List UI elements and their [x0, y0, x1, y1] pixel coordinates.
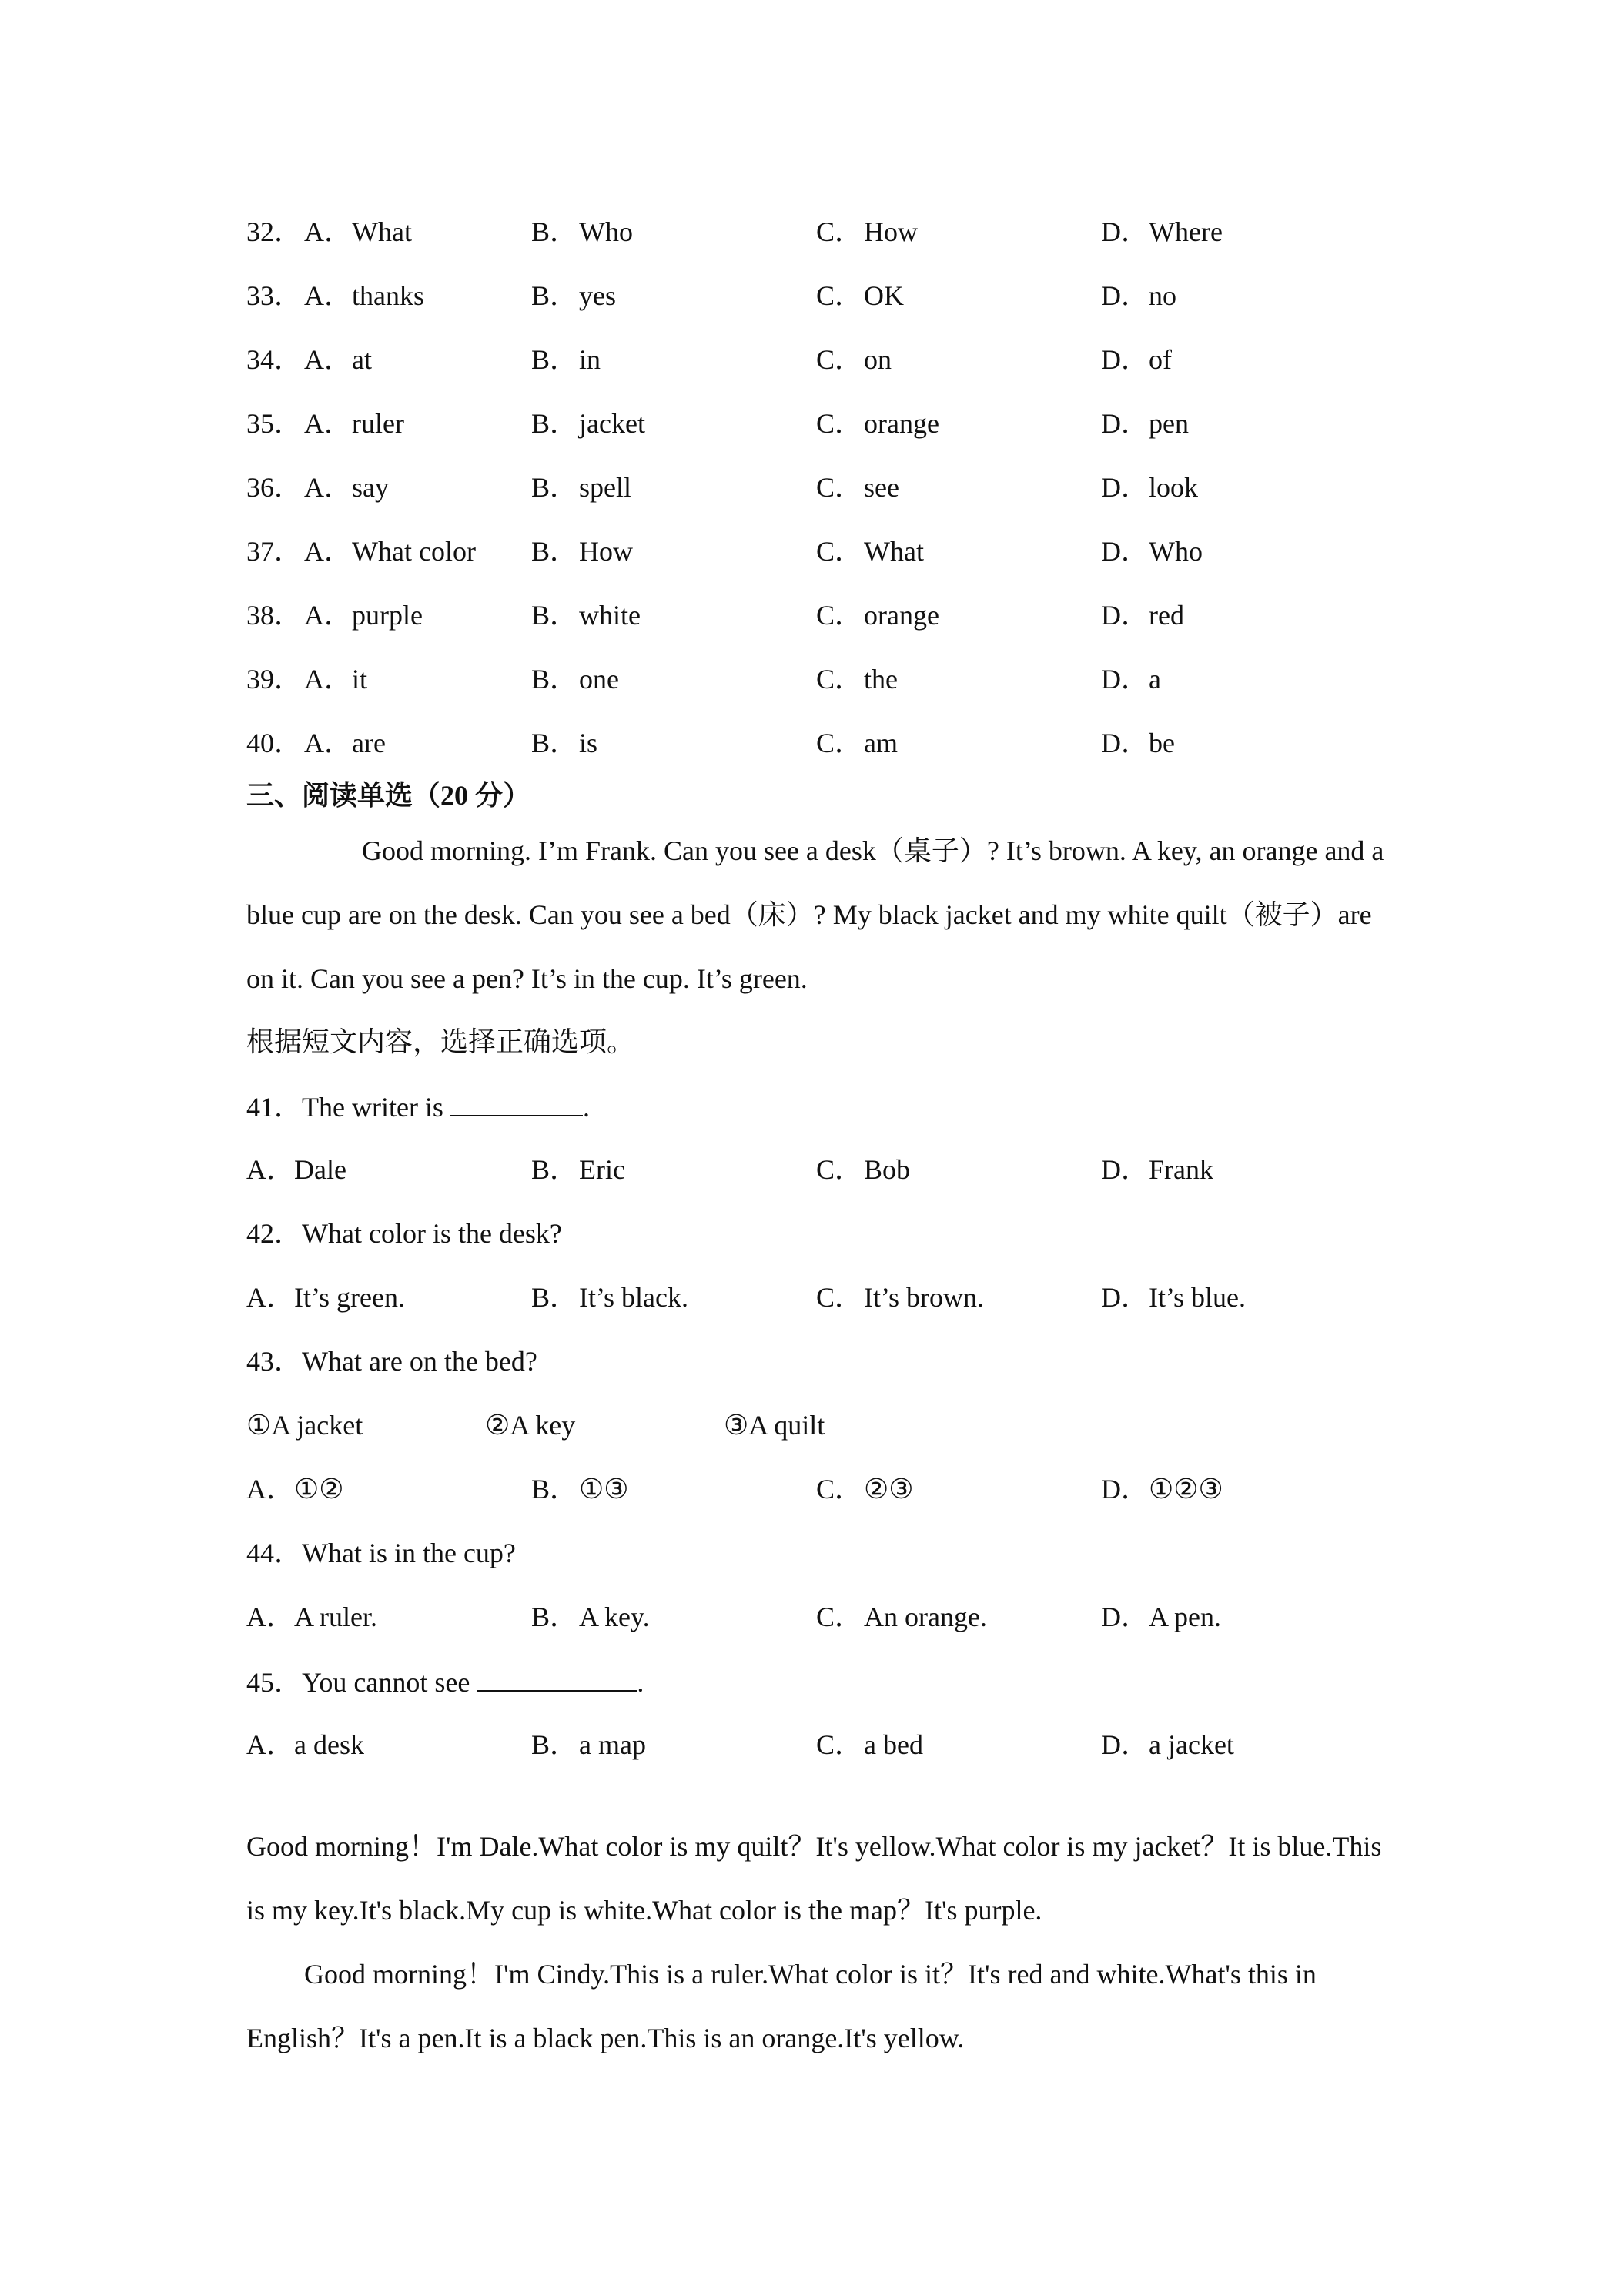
- option-row: [246, 338, 1401, 381]
- option-label: B．: [531, 1602, 578, 1632]
- option-label: B．: [531, 600, 578, 631]
- option-label: A．: [246, 1154, 294, 1185]
- option-d: a: [1149, 664, 1161, 694]
- option-label: B．: [531, 1474, 578, 1504]
- question-number: 38．: [246, 600, 303, 631]
- option-c: on: [864, 344, 892, 375]
- option-label: D．: [1101, 280, 1149, 311]
- option-label: B．: [531, 664, 578, 694]
- option-a: A ruler.: [294, 1602, 377, 1632]
- question-number: 35．: [246, 408, 303, 439]
- option-b: in: [579, 344, 601, 375]
- option-a: thanks: [352, 280, 424, 311]
- option-label: D．: [1101, 216, 1149, 247]
- option-b: a map: [579, 1729, 646, 1760]
- option-c: An orange.: [864, 1602, 987, 1632]
- option-b: ①③: [579, 1474, 629, 1504]
- section-heading: 三、阅读单选（20 分）: [246, 780, 531, 811]
- option-label: D．: [1101, 728, 1149, 758]
- option-d: look: [1149, 472, 1199, 503]
- numbered-item: ②A key: [485, 1410, 576, 1441]
- option-b: spell: [579, 472, 631, 503]
- option-c: OK: [864, 280, 904, 311]
- option-label: A．: [304, 280, 352, 311]
- reading-passage-2-cindy: Good morning！I'm Cindy.This is a ruler.What color is it？It's red and white.What's this in English？It's a pen.It is a black pen.This is an orange.It's yellow.: [246, 1959, 1317, 2053]
- option-label: A．: [246, 1282, 294, 1313]
- option-a: at: [352, 344, 372, 375]
- option-row: [246, 274, 1401, 317]
- option-c: a bed: [864, 1729, 923, 1760]
- option-label: B．: [531, 408, 578, 439]
- option-a: ①②: [294, 1474, 344, 1504]
- option-row: [246, 466, 1401, 509]
- option-c: orange: [864, 600, 939, 631]
- option-label: A．: [304, 344, 352, 375]
- option-label: D．: [1101, 1729, 1149, 1760]
- option-b: It’s black.: [579, 1282, 688, 1313]
- option-label: D．: [1101, 408, 1149, 439]
- option-a: say: [352, 472, 389, 503]
- reading-passage: Good morning. I’m Frank. Can you see a desk（桌子）? It’s brown. A key, an orange and a blue cup are on the desk. Can you see a bed（床）? My black jacket and my white quilt（被子）are on it. Can you see a pen? It’s in the cup. It’s green.: [246, 835, 1384, 994]
- question-42: 42．What color is the desk?: [246, 1218, 562, 1249]
- option-b: is: [579, 728, 598, 758]
- question-suffix: .: [637, 1667, 644, 1698]
- option-label: C．: [816, 1282, 863, 1313]
- option-label: C．: [816, 1154, 863, 1185]
- option-d: a jacket: [1149, 1729, 1234, 1760]
- option-a: Dale: [294, 1154, 346, 1185]
- option-d: Where: [1149, 216, 1223, 247]
- option-label: C．: [816, 1602, 863, 1632]
- option-label: D．: [1101, 1474, 1149, 1504]
- option-label: A．: [246, 1602, 294, 1632]
- option-c: the: [864, 664, 898, 694]
- option-label: D．: [1101, 664, 1149, 694]
- option-label: C．: [816, 1474, 863, 1504]
- option-b: How: [579, 536, 633, 567]
- option-row: [246, 402, 1401, 445]
- question-number: 36．: [246, 472, 303, 503]
- option-a: a desk: [294, 1729, 364, 1760]
- question-stem: 41．The writer is: [246, 1092, 443, 1123]
- option-label: B．: [531, 344, 578, 375]
- option-label: A．: [304, 216, 352, 247]
- option-b: A key.: [579, 1602, 650, 1632]
- option-d: no: [1149, 280, 1176, 311]
- option-c: It’s brown.: [864, 1282, 984, 1313]
- option-d: red: [1149, 600, 1184, 631]
- option-label: B．: [531, 536, 578, 567]
- option-b: one: [579, 664, 619, 694]
- option-d: Who: [1149, 536, 1203, 567]
- option-label: C．: [816, 408, 863, 439]
- option-c: am: [864, 728, 898, 758]
- option-c: ②③: [864, 1474, 914, 1504]
- option-b: Eric: [579, 1154, 625, 1185]
- option-label: B．: [531, 1154, 578, 1185]
- question-suffix: .: [582, 1092, 590, 1123]
- option-c: see: [864, 472, 899, 503]
- option-a: What color: [352, 536, 476, 567]
- option-c: orange: [864, 408, 939, 439]
- option-c: How: [864, 216, 918, 247]
- option-row: [246, 721, 1401, 765]
- option-label: A．: [304, 408, 352, 439]
- option-label: A．: [304, 536, 352, 567]
- option-label: B．: [531, 216, 578, 247]
- option-b: white: [579, 600, 641, 631]
- option-a: it: [352, 664, 368, 694]
- option-c: Bob: [864, 1154, 911, 1185]
- option-label: B．: [531, 472, 578, 503]
- option-row: [246, 1595, 1401, 1638]
- option-d: be: [1149, 728, 1175, 758]
- option-a: What: [352, 216, 412, 247]
- option-d: Frank: [1149, 1154, 1213, 1185]
- option-label: B．: [531, 728, 578, 758]
- question-number: 40．: [246, 728, 303, 758]
- option-label: D．: [1101, 1602, 1149, 1632]
- question-number: 39．: [246, 664, 303, 694]
- option-d: pen: [1149, 408, 1189, 439]
- option-row: [246, 1723, 1401, 1766]
- option-label: A．: [304, 472, 352, 503]
- option-label: D．: [1101, 472, 1149, 503]
- answer-blank: [477, 1659, 637, 1692]
- option-label: A．: [304, 600, 352, 631]
- option-label: C．: [816, 664, 863, 694]
- question-41: [246, 1084, 590, 1129]
- option-label: C．: [816, 536, 863, 567]
- option-label: C．: [816, 728, 863, 758]
- option-a: ruler: [352, 408, 404, 439]
- instruction-text: 根据短文内容，选择正确选项。: [246, 1026, 635, 1057]
- numbered-item: ③A quilt: [724, 1410, 825, 1441]
- question-number: 34．: [246, 344, 303, 375]
- option-label: C．: [816, 344, 863, 375]
- question-stem: 45．You cannot see: [246, 1667, 470, 1698]
- option-a: It’s green.: [294, 1282, 405, 1313]
- option-d: It’s blue.: [1149, 1282, 1246, 1313]
- option-label: A．: [304, 664, 352, 694]
- option-label: C．: [816, 472, 863, 503]
- option-a: are: [352, 728, 386, 758]
- option-b: jacket: [579, 408, 645, 439]
- option-b: yes: [579, 280, 616, 311]
- option-row: [246, 210, 1401, 253]
- option-row: [246, 530, 1401, 573]
- option-label: B．: [531, 1729, 578, 1760]
- option-row: [246, 1276, 1401, 1319]
- option-label: D．: [1101, 536, 1149, 567]
- option-label: B．: [531, 280, 578, 311]
- option-label: A．: [246, 1729, 294, 1760]
- option-row: [246, 594, 1401, 637]
- option-label: A．: [246, 1474, 294, 1504]
- option-a: purple: [352, 600, 423, 631]
- option-row: [246, 1148, 1401, 1191]
- option-label: A．: [304, 728, 352, 758]
- option-label: D．: [1101, 600, 1149, 631]
- option-label: C．: [816, 600, 863, 631]
- option-label: C．: [816, 280, 863, 311]
- reading-passage-2-dale: Good morning！I'm Dale.What color is my quilt？It's yellow.What color is my jacket？It is blue.This is my key.It's black.My cup is white.What color is the map？It's purple.: [246, 1831, 1382, 1926]
- answer-blank: [450, 1084, 583, 1116]
- option-d: of: [1149, 344, 1172, 375]
- question-44: 44．What is in the cup?: [246, 1538, 516, 1568]
- question-43: 43．What are on the bed?: [246, 1346, 537, 1377]
- option-d: ①②③: [1149, 1474, 1223, 1504]
- option-row: [246, 1468, 1401, 1511]
- question-number: 37．: [246, 536, 303, 567]
- option-label: D．: [1101, 1282, 1149, 1313]
- option-label: D．: [1101, 344, 1149, 375]
- question-45: [246, 1659, 644, 1704]
- option-d: A pen.: [1149, 1602, 1221, 1632]
- option-label: B．: [531, 1282, 578, 1313]
- item-row: [246, 1404, 1401, 1447]
- option-label: C．: [816, 1729, 863, 1760]
- question-number: 32．: [246, 216, 303, 247]
- numbered-item: ①A jacket: [246, 1410, 363, 1441]
- option-row: [246, 658, 1401, 701]
- option-label: D．: [1101, 1154, 1149, 1185]
- question-number: 33．: [246, 280, 303, 311]
- option-b: Who: [579, 216, 633, 247]
- option-c: What: [864, 536, 924, 567]
- option-label: C．: [816, 216, 863, 247]
